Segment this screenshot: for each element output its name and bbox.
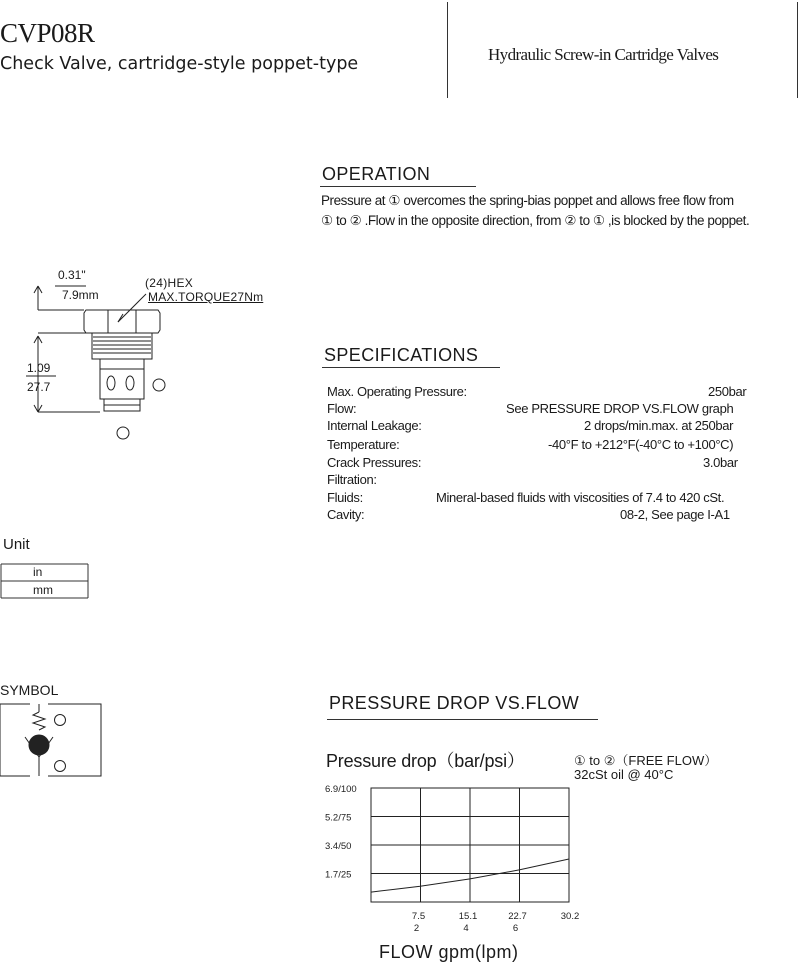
spec-label-crack: Crack Pressures: [327,455,422,470]
chart-y-ticks [325,784,357,881]
spec-value-leakage: 2 drops/min.max. at 250bar [584,418,734,433]
hex-size-label: (24)HEX [145,276,194,290]
dim-top-inch: 0.31" [58,268,86,282]
spec-label-flow: Flow: [327,401,357,416]
operation-title: OPERATION [322,164,431,184]
product-code: CVP08R [0,18,95,48]
chart-y-tick-label: 5.2/75 [325,812,352,824]
unit-mm: mm [33,583,53,597]
operation-text-line1: Pressure at ① overcomes the spring-bias poppet and allows free flow from [321,193,734,208]
chart-x-tick-sublabel: 6 [512,923,519,934]
chart-x-tick-sublabel: 4 [463,923,469,934]
header-divider-left [447,2,448,98]
chart-x-ticks [412,911,579,934]
unit-inch: in [33,565,43,579]
pressure-drop-title: PRESSURE DROP VS.FLOW [329,693,580,713]
spec-value-crack: 3.0bar [703,455,738,470]
legend-series: ① to ②（FREE FLOW） [574,753,718,768]
operation-underline [320,186,476,187]
chart-x-tick-label: 30.2 [560,911,580,922]
header-divider-right [797,2,798,98]
spec-label-cavity: Cavity: [327,507,365,522]
spec-value-cavity: 08-2, See page I-A1 [620,507,730,522]
chart-x-tick-label: 15.1 [458,911,478,922]
chart-y-tick-label: 3.4/50 [325,841,352,852]
spec-label-leakage: Internal Leakage: [327,418,422,433]
chart-x-tick-label: 7.5 [411,911,426,922]
chart-grid [371,788,569,902]
specifications-title: SPECIFICATIONS [324,345,479,365]
spec-value-pressure: 250bar [708,384,747,399]
check-valve-symbol [0,700,104,780]
spec-value-fluids: Mineral-based fluids with viscosities of 7.4 to 420 cSt. [436,490,725,505]
chart-title: Pressure drop（bar/psi） [326,751,525,771]
product-category: Hydraulic Screw-in Cartridge Valves [488,45,719,64]
unit-title: Unit [3,536,30,553]
dim-length-mm: 27.7 [27,380,51,394]
operation-text-line2: ① to ② .Flow in the opposite direction, from ② to ① ,is blocked by the poppet. [321,213,750,228]
spec-value-temperature: -40°F to +212°F(-40°C to +100°C) [548,437,734,452]
dim-length-inch: 1.09 [27,361,51,375]
product-description: Check Valve, cartridge-style poppet-type [0,54,359,74]
spec-label-pressure: Max. Operating Pressure: [327,384,467,399]
chart-y-tick-label: 1.7/25 [325,869,352,881]
max-torque-label: MAX.TORQUE27Nm [148,290,264,304]
pressure-drop-chart [0,780,600,940]
spec-label-fluids: Fluids: [327,490,363,505]
chart-x-axis-label: FLOW gpm(lpm) [379,942,519,962]
spec-label-filtration: Filtration: [327,472,377,487]
spec-label-temperature: Temperature: [327,437,400,452]
chart-x-tick-label: 22.7 [508,911,527,922]
chart-y-tick-label: 6.9/100 [325,784,357,795]
spec-value-flow: See PRESSURE DROP VS.FLOW graph [506,401,734,416]
legend-condition: 32cSt oil @ 40°C [574,767,674,782]
chart-x-tick-sublabel: 2 [413,923,420,934]
dim-top-mm: 7.9mm [62,288,99,302]
pressure-drop-underline [327,719,598,720]
specifications-underline [322,367,500,368]
symbol-title: SYMBOL [0,682,59,698]
